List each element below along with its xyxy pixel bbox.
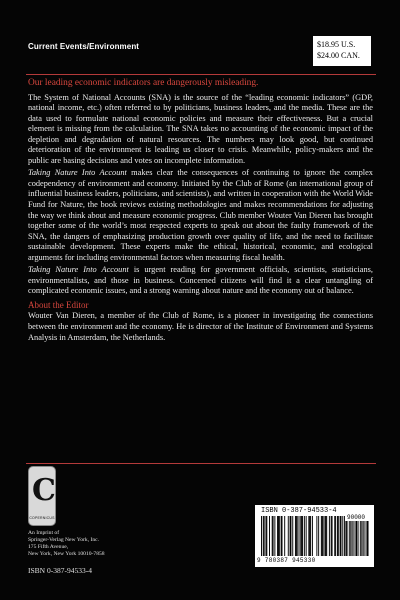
logo-word: COPERNICUS	[29, 516, 55, 520]
barcode-bar	[332, 516, 333, 556]
editor-heading: About the Editor	[28, 299, 89, 310]
barcode-bar	[323, 516, 324, 556]
barcode-bar	[282, 516, 283, 556]
barcode-bar	[295, 516, 296, 556]
barcode-bar	[350, 521, 351, 556]
barcode-bar	[340, 516, 341, 556]
barcode-bar	[273, 516, 274, 556]
barcode-bar	[335, 516, 336, 556]
top-divider	[26, 74, 376, 75]
barcode-bar	[361, 521, 362, 556]
barcode-bar	[302, 516, 303, 556]
barcode	[255, 505, 374, 567]
barcode-bar	[301, 516, 302, 556]
barcode-bar	[263, 516, 264, 556]
barcode-bar	[290, 516, 291, 556]
barcode-bar	[350, 521, 351, 556]
barcode-bar	[316, 516, 317, 556]
barcode-bar	[360, 521, 361, 556]
barcode-bars-main	[261, 516, 345, 556]
barcode-bar	[266, 516, 267, 556]
copernicus-logo	[28, 466, 56, 526]
barcode-bar	[265, 516, 266, 556]
barcode-bar	[264, 516, 265, 556]
barcode-bar	[292, 516, 293, 556]
price-can: $24.00 CAN.	[317, 51, 360, 60]
barcode-bar	[324, 516, 325, 556]
paragraph-audience-text: is urgent reading for government officials, scientists, statisticians, environmentalists, and those in business. Concerned citizens will find it a clear untangling of complicated economic issues, and a strong warning about nature and the economy out of balance.	[28, 265, 373, 296]
isbn-text: ISBN 0-387-94533-4	[28, 566, 92, 575]
barcode-bar	[366, 521, 367, 556]
barcode-bar	[354, 521, 355, 556]
barcode-bar	[272, 516, 273, 556]
barcode-bar	[367, 521, 368, 556]
barcode-bar	[274, 516, 275, 556]
barcode-bar	[359, 521, 360, 556]
barcode-bar	[346, 521, 347, 556]
barcode-bar	[288, 516, 289, 556]
barcode-bar	[348, 521, 349, 556]
category-label: Current Events/Environment	[28, 42, 140, 51]
barcode-bar	[309, 516, 310, 556]
barcode-bar	[277, 516, 278, 556]
barcode-bar	[345, 521, 346, 556]
barcode-bar	[318, 516, 319, 556]
imprint-line: 175 Fifth Avenue,	[28, 544, 69, 550]
barcode-bar	[325, 516, 326, 556]
barcode-bars-addon	[345, 521, 369, 556]
barcode-bar	[355, 521, 356, 556]
barcode-bar	[300, 516, 301, 556]
imprint-line: Springer-Verlag New York, Inc.	[28, 537, 100, 543]
barcode-bar	[338, 516, 339, 556]
barcode-bar	[368, 521, 369, 556]
blurb-text	[28, 78, 373, 345]
barcode-bar	[353, 521, 354, 556]
barcode-bar	[322, 516, 323, 556]
barcode-bar	[342, 516, 343, 556]
barcode-bar	[321, 516, 322, 556]
barcode-bar	[331, 516, 332, 556]
barcode-bar	[290, 516, 291, 556]
price-box	[313, 36, 371, 66]
barcode-isbn-label: ISBN 0-387-94533-4	[261, 507, 337, 515]
paragraph-book-summary	[28, 168, 373, 263]
barcode-addon-digits: 90000	[347, 514, 366, 521]
barcode-bar	[299, 516, 300, 556]
barcode-bar	[356, 521, 357, 556]
barcode-bar	[361, 521, 362, 556]
book-title-italic: Taking Nature Into Account	[28, 168, 127, 178]
barcode-bar	[284, 516, 285, 556]
barcode-bar	[278, 516, 279, 556]
bottom-divider	[26, 463, 376, 464]
barcode-ean-digits: 9 780387 945330	[257, 557, 316, 564]
barcode-bar	[329, 516, 330, 556]
barcode-bar	[279, 516, 280, 556]
tagline: Our leading economic indicators are dangerously misleading.	[28, 78, 259, 88]
barcode-bar	[281, 516, 282, 556]
barcode-bar	[347, 521, 348, 556]
barcode-bar	[308, 516, 309, 556]
price-us: $18.95 U.S.	[317, 40, 356, 49]
paragraph-audience	[28, 265, 373, 297]
barcode-bar	[367, 521, 368, 556]
book-title-italic: Taking Nature Into Account	[28, 265, 129, 275]
editor-bio: Wouter Van Dieren, a member of the Club of Rome, is a pioneer in investigating the connections between the environment and the economy. He is director of the Institute of Environment and Systems Analysis in Amsterdam, the Netherlands.	[28, 311, 373, 342]
barcode-bar	[363, 521, 364, 556]
barcode-bar	[296, 516, 297, 556]
barcode-bar	[351, 521, 352, 556]
barcode-bar	[358, 521, 359, 556]
barcode-bar	[334, 516, 335, 556]
paragraph-book-summary-text: makes clear the consequences of continuing to ignore the complex codependency of environment and economy. Initiated by the Club of Rome (an international group of influential business leaders, politicians, and scientists), and written in cooperation with the World Wide Fund for Nature, the book reviews existing methodologies and makes recommendations for adjusting the way we think about and measure economic progress. Club member Wouter Van Dieren has brought together some of the world’s most respected experts to speak out about the faulty framework of the SNA, the dangers of emphasizing production growth over quality of life, and the need to facilitate sustainable development. These experts make the ethical, historical, economic, and ecological arguments for including environmental factors when measuring fiscal health.	[28, 168, 373, 262]
barcode-bar	[364, 521, 365, 556]
barcode-bar	[310, 516, 311, 556]
barcode-bar	[362, 521, 363, 556]
barcode-bar	[337, 516, 338, 556]
barcode-bar	[326, 516, 327, 556]
imprint-line: An Imprint of	[28, 530, 60, 536]
barcode-bar	[349, 521, 350, 556]
barcode-bar	[356, 521, 357, 556]
barcode-bar	[297, 516, 298, 556]
barcode-bar	[261, 516, 262, 556]
paragraph-sna: The System of National Accounts (SNA) is the source of the “leading economic indicators” (GDP, national income, etc.) often referred to by politicians, business leaders, and the media. These are the data used to formulate national economic policies and measure their effectiveness. But a crucial element is missing from the calculation. The SNA takes no accounting of the economic impact of the depletion and degradation of natural resources. The numbers may look good, but continued deterioration of the environment is leading us closer to crisis. Meanwhile, policy-makers and the public are basing decisions and votes on incomplete information.	[28, 92, 373, 165]
barcode-bar	[269, 516, 270, 556]
imprint-line: New York, New York 10010-7858	[28, 551, 105, 557]
barcode-bar	[341, 516, 342, 556]
barcode-bar	[352, 521, 353, 556]
logo-letter: C	[32, 473, 56, 508]
barcode-bar	[306, 516, 307, 556]
barcode-bar	[304, 516, 305, 556]
publisher-imprint	[28, 530, 208, 558]
barcode-bar	[365, 521, 366, 556]
barcode-bar	[312, 516, 313, 556]
